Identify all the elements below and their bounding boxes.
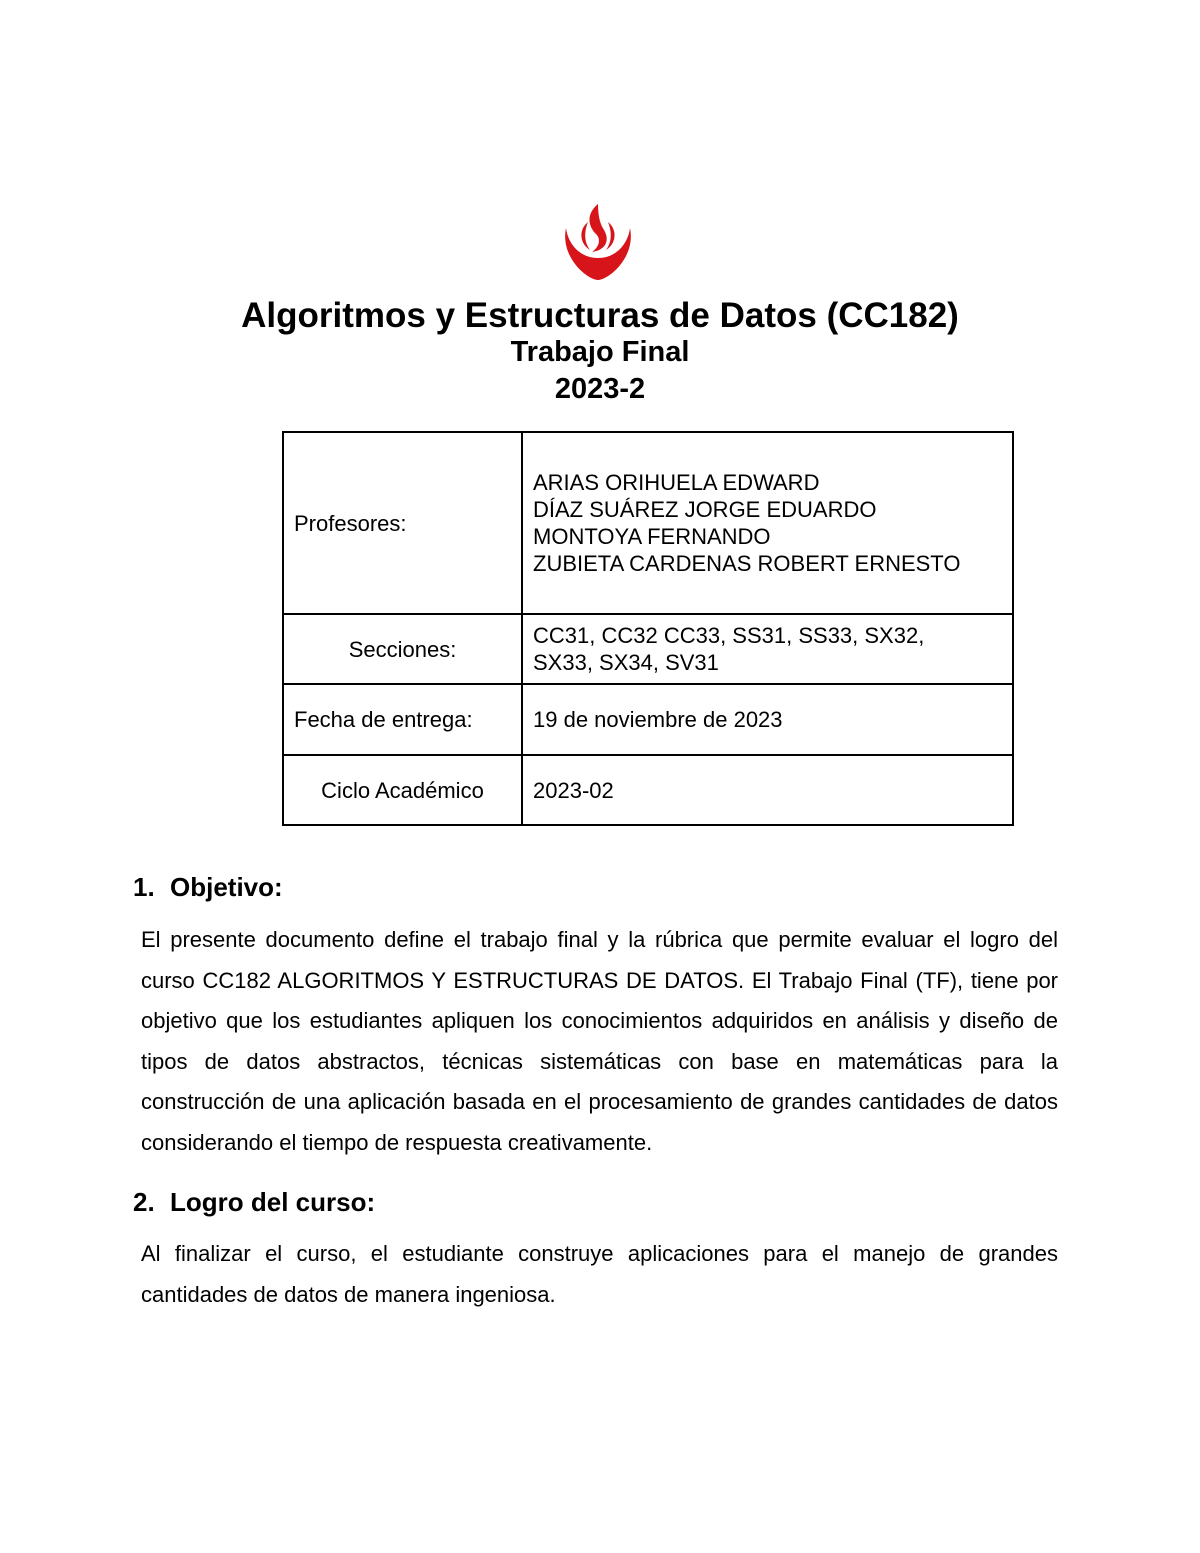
professors-label: Profesores: <box>283 432 522 614</box>
section-number: 1. <box>133 872 155 902</box>
sections-value <box>522 614 1013 684</box>
professors-list <box>522 432 1013 614</box>
section-heading-logro <box>133 1187 375 1218</box>
professor-name: DÍAZ SUÁREZ JORGE EDUARDO <box>533 497 877 522</box>
course-info-table <box>282 431 1014 826</box>
sections-label: Secciones: <box>283 614 522 684</box>
sections-line: CC31, CC32 CC33, SS31, SS33, SX32, <box>533 623 925 648</box>
cycle-label: Ciclo Académico <box>283 755 522 825</box>
section-heading-objetivo <box>133 872 283 903</box>
table-row <box>283 432 1013 614</box>
due-date-label: Fecha de entrega: <box>283 684 522 755</box>
professor-name: ZUBIETA CARDENAS ROBERT ERNESTO <box>533 551 961 576</box>
due-date-value: 19 de noviembre de 2023 <box>522 684 1013 755</box>
professor-name: ARIAS ORIHUELA EDWARD <box>533 470 820 495</box>
section-title: Logro del curso: <box>170 1187 376 1217</box>
sections-line: SX33, SX34, SV31 <box>533 650 719 675</box>
university-flame-logo-icon <box>558 200 638 280</box>
table-row <box>283 614 1013 684</box>
section-number: 2. <box>133 1187 155 1217</box>
document-subtitle: Trabajo Final <box>510 336 690 368</box>
table-row <box>283 684 1013 755</box>
document-year: 2023-2 <box>554 373 646 405</box>
section-title: Objetivo: <box>170 872 283 902</box>
cycle-value: 2023-02 <box>522 755 1013 825</box>
table-row <box>283 755 1013 825</box>
section-body-logro: Al finalizar el curso, el estudiante construye aplicaciones para el manejo de grandes cantidades de datos de manera ingeniosa. <box>141 1241 1058 1307</box>
professor-name: MONTOYA FERNANDO <box>533 524 771 549</box>
document-title: Algoritmos y Estructuras de Datos (CC182) <box>241 296 959 335</box>
section-body-objetivo: El presente documento define el trabajo final y la rúbrica que permite evaluar el logro del curso CC182 ALGORITMOS Y ESTRUCTURAS DE DATOS. El Trabajo Final (TF), tiene por objetivo que los estudiantes apliquen los conocimientos adquiridos en análisis y diseño de tipos de datos abstractos, técnicas sistemáticas con base en matemáticas para la construcción de una aplicación basada en el procesamiento de grandes cantidades de datos considerando el tiempo de respuesta creativamente. <box>141 927 1058 1155</box>
